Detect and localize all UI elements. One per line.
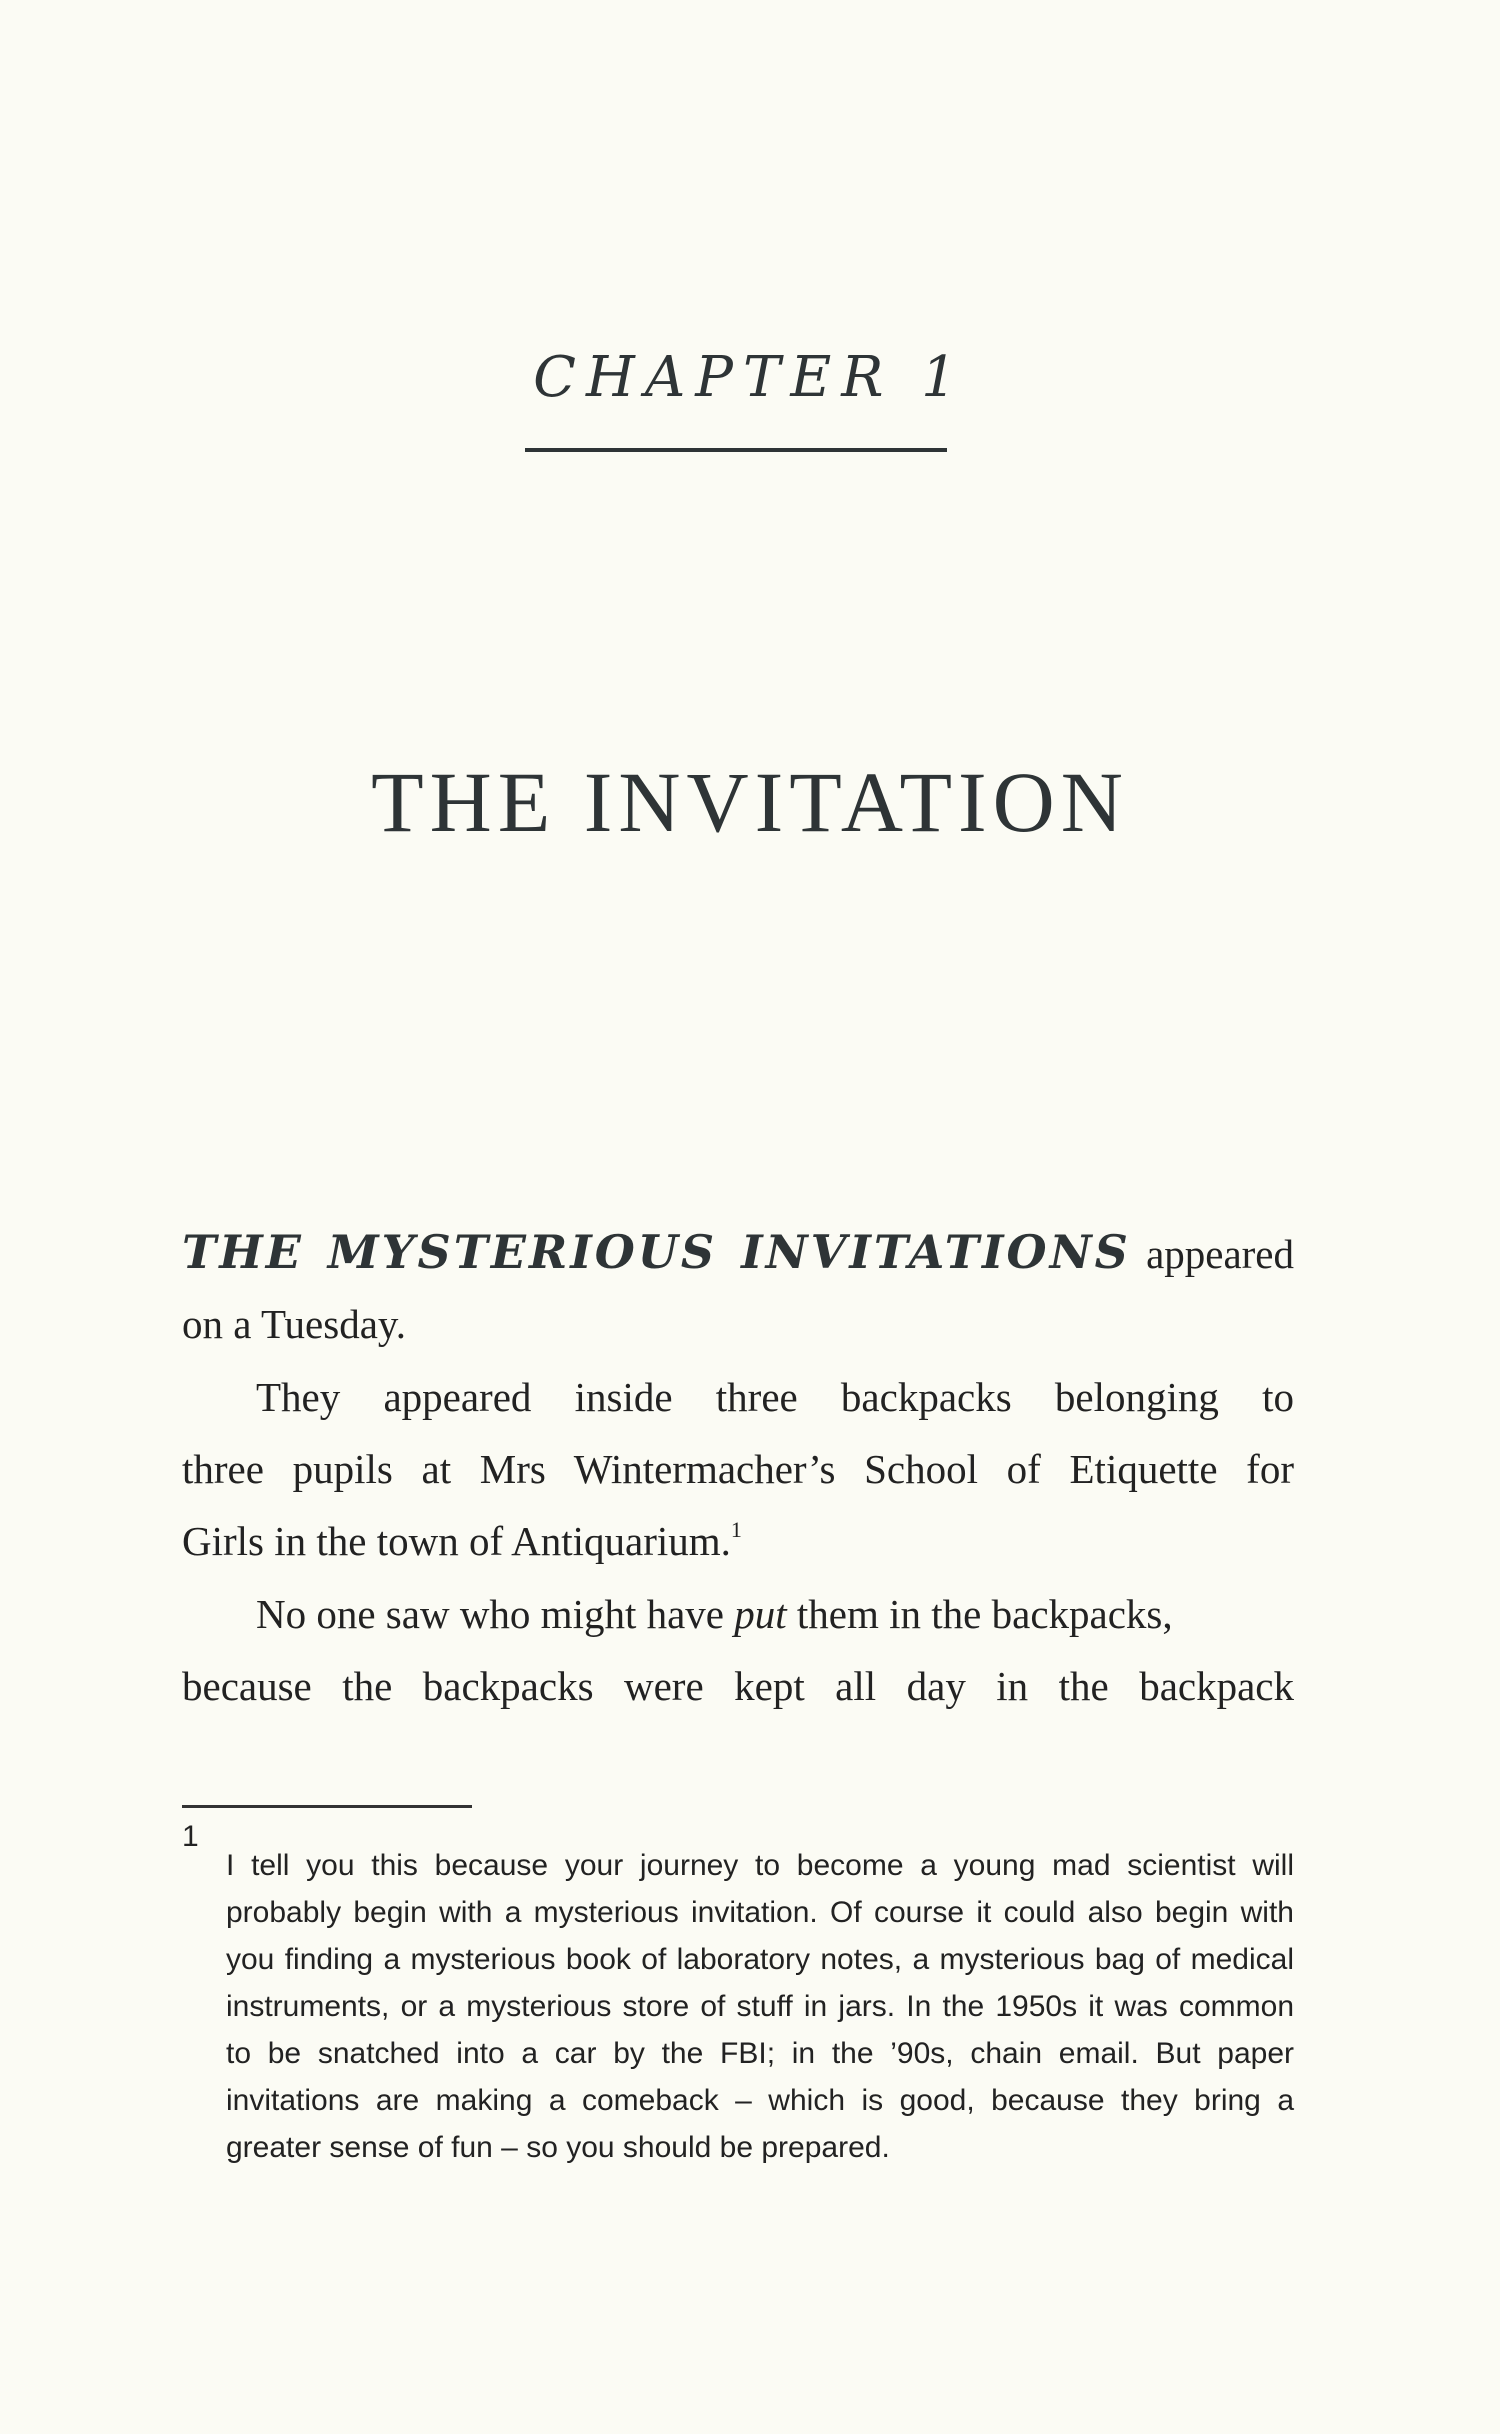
chapter-label: CHAPTER 1 [533,345,967,410]
footnote-rule [182,1805,472,1808]
footnote-number: 1 [182,1820,199,1853]
chapter-rule [525,448,947,452]
footnote-line: instruments, or a mysterious store of stuff in jars. In the 1950s it was common [226,1990,1294,2023]
footnote-line: I tell you this because your journey to become a young mad scientist will [226,1849,1294,1882]
body-line-2: on a Tuesday. [182,1301,406,1347]
body-line-1 [182,1216,1294,1288]
footnote-line: probably begin with a mysterious invitation. Of course it could also begin with [226,1896,1294,1929]
footnote-line: invitations are making a comeback – which is good, because they bring a [226,2084,1294,2117]
footnote-line: to be snatched into a car by the FBI; in the ’90s, chain email. But paper [226,2037,1294,2070]
body-line-6-b: them in the backpacks, [786,1591,1173,1637]
footnote-reference: 1 [730,1517,742,1542]
body-line-4: three pupils at Mrs Wintermacher’s School of Etiquette for [182,1446,1294,1492]
footnote-line: you finding a mysterious book of laboratory notes, a mysterious bag of medical [226,1943,1294,1976]
body-line-3: They appeared inside three backpacks belonging to [256,1374,1294,1420]
body-line-7: because the backpacks were kept all day in the backpack [182,1663,1294,1709]
opening-caps: THE MYSTERIOUS INVITATIONS [182,1225,1131,1279]
body-line-6 [256,1578,1294,1650]
chapter-title: THE INVITATION [371,754,1129,850]
body-line-1-rest: appeared [1146,1231,1295,1277]
body-line-6-a: No one saw who might have [256,1591,735,1637]
footnote-line: greater sense of fun – so you should be prepared. [226,2131,890,2164]
body-line-5-text: Girls in the town of Antiquarium. [182,1518,731,1564]
body-line-5 [182,1505,1294,1577]
body-line-6-italic: put [734,1591,787,1637]
